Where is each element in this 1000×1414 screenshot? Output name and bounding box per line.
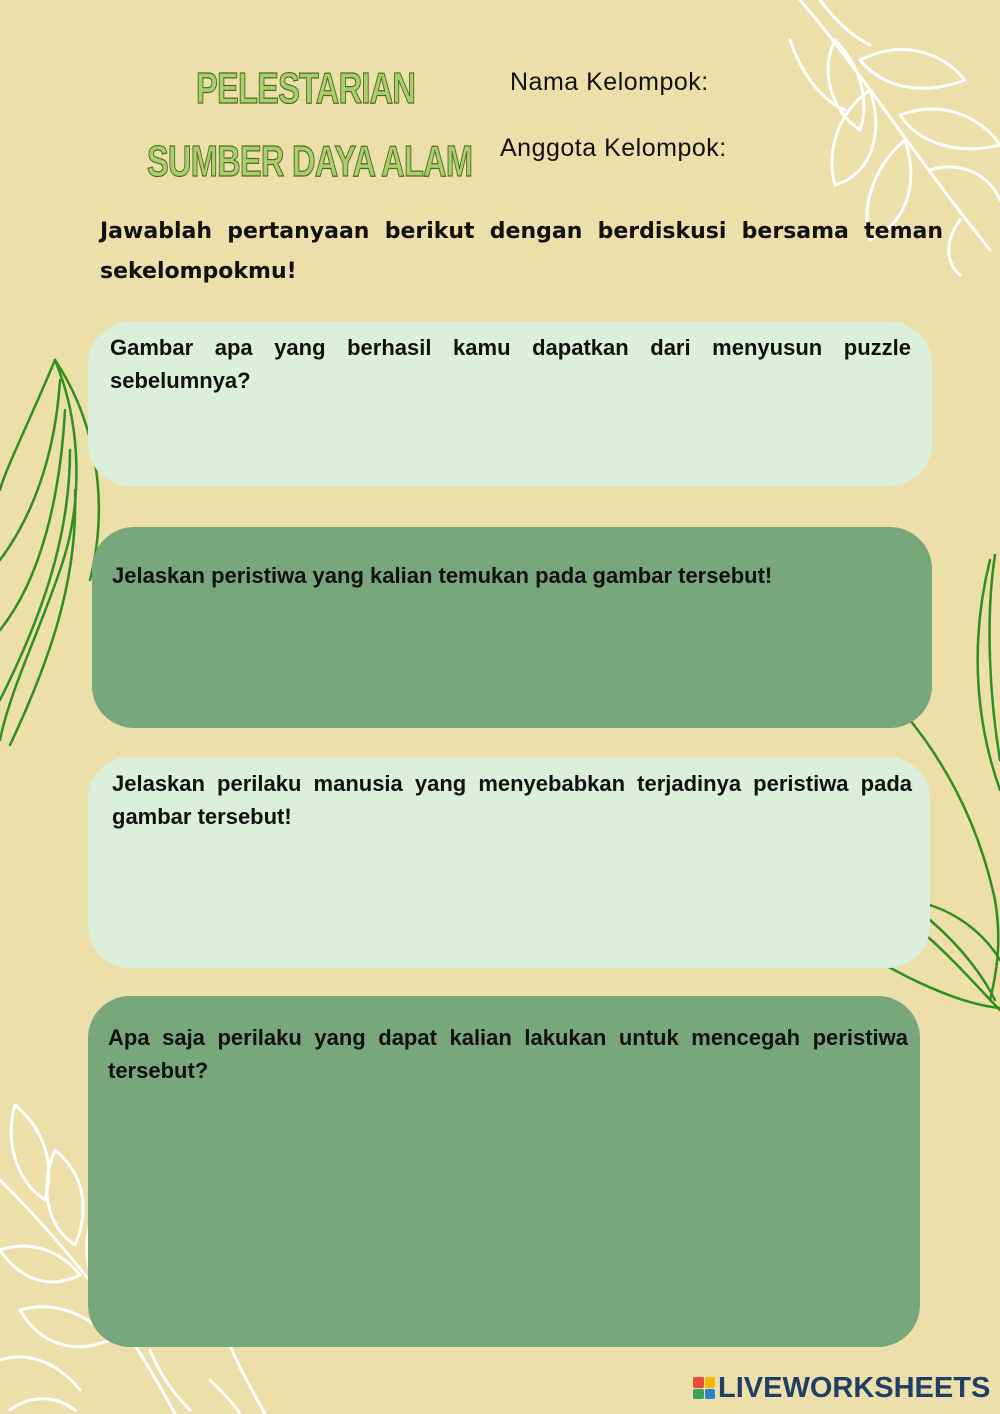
group-name-label: Nama Kelompok: (510, 68, 709, 96)
question-1: Gambar apa yang berhasil kamu dapatkan dari menyusun puzzle sebelumnya? (110, 335, 911, 393)
question-2: Jelaskan peristiwa yang kalian temukan pada gambar tersebut! (112, 563, 773, 588)
instruction-text: Jawablah pertanyaan berikut dengan berdiskusi bersama teman sekelompokmu! (100, 219, 943, 284)
answer-box-2[interactable] (92, 527, 932, 728)
question-4: Apa saja perilaku yang dapat kalian lakukan untuk mencegah peristiwa tersebut? (108, 1025, 908, 1083)
liveworksheets-brand (693, 1370, 990, 1406)
green-leaf-left-icon (0, 360, 99, 745)
question-3: Jelaskan perilaku manusia yang menyebabkan terjadinya peristiwa pada gambar tersebut! (112, 771, 912, 829)
liveworksheets-logo-icon (693, 1377, 715, 1399)
title-line-2: SUMBER DAYA ALAM (147, 137, 473, 186)
group-members-label: Anggota Kelompok: (500, 134, 727, 162)
title-line-1: PELESTARIAN (196, 64, 416, 113)
brand-name: LIVEWORKSHEETS (718, 1371, 991, 1404)
